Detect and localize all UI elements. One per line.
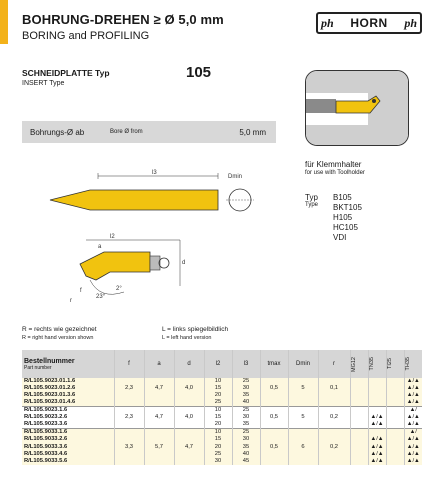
horn-logo <box>316 12 422 34</box>
bore-value: 5,0 mm <box>239 127 266 137</box>
r-cell <box>318 378 350 385</box>
boring-application-icon <box>305 70 409 146</box>
typ-label-de: Typ <box>305 193 318 202</box>
r-cell <box>318 407 350 415</box>
l2-cell: 25 <box>204 399 232 407</box>
grade-mg12-cell <box>350 414 368 421</box>
col-d: d <box>174 350 204 378</box>
table-row <box>22 458 422 465</box>
legend-left-hand <box>162 325 228 343</box>
f-cell <box>114 429 144 437</box>
insert-table <box>22 350 422 465</box>
holder-type-list <box>333 193 362 243</box>
l3-cell: 25 <box>232 407 260 415</box>
grade-th35-cell: ▲/▲ <box>404 378 422 385</box>
l3-cell: 25 <box>232 378 260 385</box>
grade-tn35-label: TN35 <box>368 357 375 371</box>
a-cell <box>144 436 174 443</box>
col-tmax: tmax <box>260 350 288 378</box>
part-number-cell: R/L105.9033.3.6 <box>24 443 68 450</box>
grade-tn35-cell <box>368 392 386 399</box>
r-cell: 0,2 <box>318 414 350 421</box>
grade-ti25-cell <box>386 414 404 421</box>
grade-tn35-cell: ▲/▲ <box>368 443 386 450</box>
insert-side-view-drawing <box>40 230 190 310</box>
grade-th35-cell: ▲/▲ <box>404 385 422 392</box>
dmin-label: Dmin <box>228 174 243 180</box>
table-row <box>22 443 422 450</box>
part-number-cell: R/L105.9033.5.6 <box>24 457 68 464</box>
f-dimension-label: f <box>80 288 82 294</box>
tmax-cell <box>260 458 288 465</box>
grade-ti25-cell <box>386 392 404 399</box>
dmin-cell: 5 <box>288 414 318 421</box>
dmin-cell: 6 <box>288 443 318 450</box>
r-cell <box>318 436 350 443</box>
r-cell <box>318 429 350 437</box>
dmin-cell <box>288 407 318 415</box>
legend-right-hand <box>22 325 97 343</box>
f-cell <box>114 421 144 429</box>
grade-ti25-cell <box>386 458 404 465</box>
part-number-cell: R/L105.9033.4.6 <box>24 450 68 457</box>
grade-mg12-cell <box>350 399 368 407</box>
grade-ti25-cell <box>386 378 404 385</box>
grade-ti25-cell <box>386 399 404 407</box>
holder-type: BKT105 <box>333 203 362 212</box>
col-l2: l2 <box>204 350 232 378</box>
grade-mg12-cell <box>350 458 368 465</box>
l3-cell: 45 <box>232 458 260 465</box>
part-number-cell: R/L105.9023.01.3.6 <box>24 392 76 399</box>
grade-th35-cell: ▲/▲ <box>404 443 422 450</box>
part-number-cell: R/L105.9023.01.4.6 <box>24 399 76 406</box>
part-number-header: Bestellnummer <box>24 357 75 365</box>
r-cell <box>318 451 350 458</box>
r-cell: 0,1 <box>318 385 350 392</box>
d-cell <box>174 429 204 437</box>
tmax-cell <box>260 392 288 399</box>
l2-cell: 30 <box>204 458 232 465</box>
col-dmin: Dmin <box>288 350 318 378</box>
tmax-cell <box>260 378 288 385</box>
col-grade-th35 <box>404 350 422 378</box>
table-row <box>22 421 422 429</box>
a-cell <box>144 392 174 399</box>
r-cell <box>318 399 350 407</box>
grade-th35-cell: ▲/ <box>404 407 422 415</box>
legend-l-de: L = links spiegelbildlich <box>162 326 229 333</box>
d-cell <box>174 458 204 465</box>
page-subtitle: BORING and PROFILING <box>22 30 150 42</box>
tmax-cell: 0,5 <box>260 443 288 450</box>
grade-mg12-label: MG12 <box>350 356 357 372</box>
tmax-cell <box>260 421 288 429</box>
dmin-cell <box>288 392 318 399</box>
toolholder-label: für Klemmhalter <box>305 160 362 169</box>
l3-cell: 30 <box>232 385 260 392</box>
grade-th35-cell: ▲/▲ <box>404 414 422 421</box>
dmin-cell: 5 <box>288 385 318 392</box>
table-header-row <box>22 350 422 378</box>
dmin-cell <box>288 458 318 465</box>
a-cell: 4,7 <box>144 414 174 421</box>
table-row <box>22 429 422 437</box>
a-cell <box>144 458 174 465</box>
r-cell <box>318 421 350 429</box>
bore-diameter-bar <box>22 121 276 143</box>
tmax-cell: 0,5 <box>260 414 288 421</box>
grade-mg12-cell <box>350 429 368 437</box>
toolholder-label-en: for use with Toolholder <box>305 170 365 176</box>
grade-ti25-cell <box>386 421 404 429</box>
legend-l-en: L = left hand version <box>162 335 212 341</box>
grade-tn35-cell <box>368 399 386 407</box>
grade-ti25-cell <box>386 385 404 392</box>
angle-23-label: 23° <box>96 294 106 300</box>
r-cell <box>318 392 350 399</box>
grade-mg12-cell <box>350 392 368 399</box>
d-cell <box>174 392 204 399</box>
l2-cell: 20 <box>204 421 232 429</box>
bore-label: Bohrungs-Ø ab <box>30 127 85 137</box>
l3-cell: 35 <box>232 392 260 399</box>
part-number-cell: R/L105.9033.2.6 <box>24 436 68 443</box>
logo-horn: HORN <box>350 16 388 30</box>
grade-tn35-cell <box>368 385 386 392</box>
d-cell: 4,7 <box>174 443 204 450</box>
grade-th35-cell: ▲/▲ <box>404 421 422 429</box>
f-cell <box>114 399 144 407</box>
page-title: BOHRUNG-DREHEN ≥ Ø 5,0 mm <box>22 12 224 27</box>
l2-dimension-label: l2 <box>110 234 115 240</box>
a-cell <box>144 399 174 407</box>
part-number-cell: R/L105.9023.2.6 <box>24 414 68 421</box>
col-r: r <box>318 350 350 378</box>
l3-dimension-label: l3 <box>152 170 157 176</box>
grade-mg12-cell <box>350 407 368 415</box>
tmax-cell: 0,5 <box>260 385 288 392</box>
d-cell <box>174 378 204 385</box>
tmax-cell <box>260 436 288 443</box>
grade-th35-cell: ▲/▲ <box>404 451 422 458</box>
l3-cell: 40 <box>232 451 260 458</box>
grade-mg12-cell <box>350 443 368 450</box>
table-body <box>22 378 422 465</box>
l2-cell: 25 <box>204 451 232 458</box>
table-row <box>22 414 422 421</box>
col-part-number <box>22 350 114 378</box>
a-cell <box>144 407 174 415</box>
d-cell <box>174 407 204 415</box>
tmax-cell <box>260 429 288 437</box>
insert-type-label: SCHNEIDPLATTE Typ <box>22 68 110 78</box>
toolholder-types <box>305 193 362 243</box>
grade-tn35-cell: ▲/▲ <box>368 436 386 443</box>
r-cell: 0,2 <box>318 443 350 450</box>
insert-type-label-en: INSERT Type <box>22 80 65 87</box>
l3-cell: 35 <box>232 443 260 450</box>
holder-type: H105 <box>333 213 353 222</box>
d-cell: 4,0 <box>174 385 204 392</box>
part-number-cell: R/L105.9023.01.2.6 <box>24 385 76 392</box>
d-cell <box>174 399 204 407</box>
f-cell <box>114 392 144 399</box>
part-number-cell: R/L105.9023.1.6 <box>22 407 114 415</box>
grade-tn35-cell: ▲/▲ <box>368 414 386 421</box>
grade-mg12-cell <box>350 451 368 458</box>
l3-cell: 40 <box>232 399 260 407</box>
l3-cell: 25 <box>232 429 260 437</box>
logo-ph-left: ph <box>321 15 334 30</box>
dmin-cell <box>288 421 318 429</box>
grade-ti25-cell <box>386 443 404 450</box>
grade-ti25-cell <box>386 451 404 458</box>
col-grade-mg12 <box>350 350 368 378</box>
l2-cell: 15 <box>204 385 232 392</box>
col-grade-ti25 <box>386 350 404 378</box>
col-f: f <box>114 350 144 378</box>
col-a: a <box>144 350 174 378</box>
part-number-cell: R/L105.9023.01.1.6 <box>24 378 76 385</box>
tmax-cell <box>260 407 288 415</box>
angle-2-label: 2° <box>116 286 122 292</box>
col-l3: l3 <box>232 350 260 378</box>
grade-mg12-cell <box>350 378 368 385</box>
f-cell <box>114 407 144 415</box>
d-cell <box>174 421 204 429</box>
logo-ph-right: ph <box>404 15 417 30</box>
grade-ti25-cell <box>386 436 404 443</box>
table-row <box>22 378 422 385</box>
grade-tn35-cell <box>368 378 386 385</box>
bore-label-en: Bore Ø from <box>110 129 143 135</box>
grade-tn35-cell <box>368 429 386 437</box>
grade-ti25-cell <box>386 407 404 415</box>
dmin-cell <box>288 436 318 443</box>
l2-cell: 10 <box>204 429 232 437</box>
typ-label <box>305 193 333 243</box>
table-row <box>22 385 422 392</box>
l2-cell: 15 <box>204 414 232 421</box>
col-grade-tn35 <box>368 350 386 378</box>
accent-bar <box>0 0 8 44</box>
a-cell <box>144 421 174 429</box>
typ-label-en: Type <box>305 202 319 208</box>
r-dimension-label: r <box>70 298 72 304</box>
a-cell <box>144 451 174 458</box>
part-number-cell: R/L105.9033.1.6 <box>22 429 114 437</box>
grade-ti25-cell <box>386 429 404 437</box>
l3-cell: 35 <box>232 421 260 429</box>
dmin-cell <box>288 399 318 407</box>
tmax-cell <box>260 451 288 458</box>
l2-cell: 20 <box>204 392 232 399</box>
f-cell: 2,3 <box>114 385 144 392</box>
grade-th35-cell: ▲/▲ <box>404 392 422 399</box>
f-cell <box>114 451 144 458</box>
d-cell: 4,0 <box>174 414 204 421</box>
f-cell: 2,3 <box>114 414 144 421</box>
grade-tn35-cell: ▲/▲ <box>368 458 386 465</box>
dmin-cell <box>288 378 318 385</box>
grade-mg12-cell <box>350 385 368 392</box>
table-row <box>22 407 422 415</box>
grade-th35-cell: ▲/▲ <box>404 458 422 465</box>
insert-top-view-drawing <box>40 162 260 222</box>
l2-cell: 20 <box>204 443 232 450</box>
a-cell <box>144 429 174 437</box>
table-row <box>22 392 422 399</box>
r-cell <box>318 458 350 465</box>
holder-type: HC105 <box>333 223 358 232</box>
table-row <box>22 399 422 407</box>
grade-mg12-cell <box>350 421 368 429</box>
grade-mg12-cell <box>350 436 368 443</box>
legend-r-en: R = right hand version shown <box>22 335 94 341</box>
a-cell: 4,7 <box>144 385 174 392</box>
part-number-header-en: Part number <box>24 364 52 371</box>
l3-cell: 30 <box>232 436 260 443</box>
insert-type-number: 105 <box>186 64 212 81</box>
legend-r-de: R = rechts wie gezeichnet <box>22 326 97 333</box>
f-cell: 3,3 <box>114 443 144 450</box>
l3-cell: 30 <box>232 414 260 421</box>
holder-type: B105 <box>333 193 352 202</box>
part-number-cell: R/L105.9023.3.6 <box>24 421 68 428</box>
holder-type: VDI <box>333 233 347 242</box>
a-cell <box>144 378 174 385</box>
l2-cell: 10 <box>204 378 232 385</box>
d-cell <box>174 451 204 458</box>
grade-th35-cell: ▲/ <box>404 429 422 437</box>
dmin-cell <box>288 429 318 437</box>
f-cell <box>114 378 144 385</box>
grade-tn35-cell <box>368 407 386 415</box>
grade-th35-label: TH35 <box>404 357 411 371</box>
d-cell <box>174 436 204 443</box>
tmax-cell <box>260 399 288 407</box>
table-row <box>22 436 422 443</box>
toolholder-heading <box>305 160 365 176</box>
dmin-cell <box>288 451 318 458</box>
l2-cell: 15 <box>204 436 232 443</box>
grade-tn35-cell: ▲/▲ <box>368 421 386 429</box>
l2-cell: 10 <box>204 407 232 415</box>
grade-th35-cell: ▲/▲ <box>404 399 422 407</box>
f-cell <box>114 458 144 465</box>
table-row <box>22 451 422 458</box>
grade-tn35-cell: ▲/▲ <box>368 451 386 458</box>
grade-ti25-label: TI25 <box>386 358 393 370</box>
a-dimension-label: a <box>98 244 102 250</box>
d-dimension-label: d <box>182 260 186 266</box>
grade-th35-cell: ▲/▲ <box>404 436 422 443</box>
a-cell: 5,7 <box>144 443 174 450</box>
f-cell <box>114 436 144 443</box>
